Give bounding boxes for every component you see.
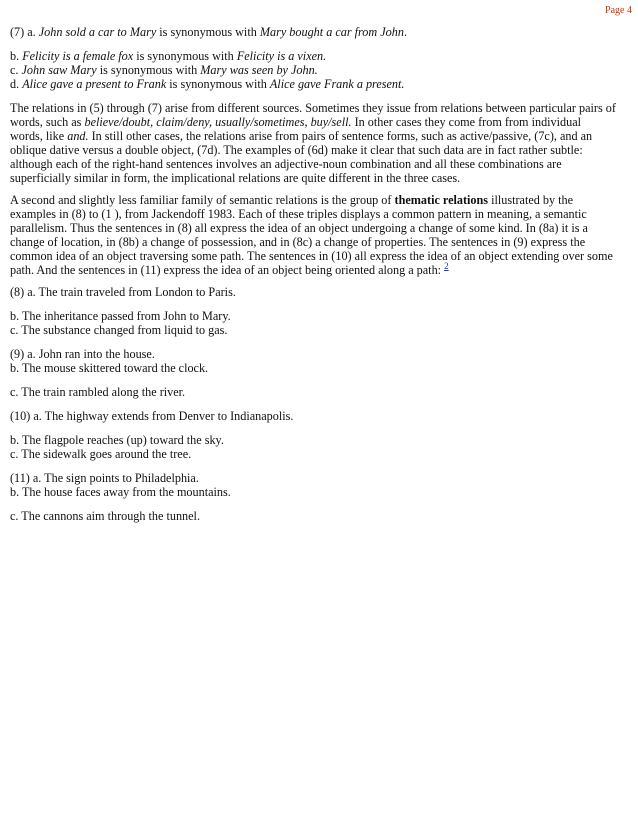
text-line: oblique dative versus a double object, (7d). The examples of (6d) make it clear that such data are in fact rather subtle:	[10, 143, 583, 157]
text-span: A second and slightly less familiar family of semantic relations is the group of	[10, 193, 395, 207]
example-line: b. The flagpole reaches (up) toward the sky.	[10, 433, 224, 447]
example-label: c.	[10, 63, 22, 77]
example-7a	[10, 25, 630, 39]
text-span: In other cases they come from from individual	[351, 115, 582, 129]
connector-text: is synonymous with	[166, 77, 270, 91]
connector-text: is synonymous with	[156, 25, 260, 39]
example-8bc	[10, 309, 630, 337]
italic-sentence: John saw Mary	[21, 63, 97, 77]
italic-sentence: Felicity is a female fox	[22, 49, 134, 63]
example-line: (9) a. John ran into the house.	[10, 347, 155, 361]
italic-span: believe/doubt, claim/deny, usually/sometimes, buy/sell.	[84, 115, 352, 129]
example-line: (11) a. The sign points to Philadelphia.	[10, 471, 199, 485]
paragraph-thematic-relations	[10, 193, 630, 277]
text-span: words, like	[10, 129, 68, 143]
text-line	[10, 193, 630, 207]
page-content	[10, 25, 630, 533]
text-span: In still other cases, the relations arise from pairs of sentence forms, such as active/passive, (7c), and an	[88, 129, 593, 143]
example-10bc	[10, 433, 630, 461]
example-line	[10, 77, 630, 91]
example-line: c. The sidewalk goes around the tree.	[10, 447, 192, 461]
italic-sentence: Felicity is a vixen.	[236, 49, 327, 63]
italic-sentence: Mary bought a car from John	[259, 25, 404, 39]
italic-sentence: Alice gave Frank a present.	[269, 77, 405, 91]
example-label: (7) a.	[10, 25, 39, 39]
text-line	[10, 115, 630, 129]
text-line	[10, 260, 630, 277]
text-span: illustrated by the	[488, 193, 574, 207]
text-line	[10, 129, 630, 143]
italic-sentence: John sold a car to Mary	[38, 25, 157, 39]
text-line: change of location, in (8b) a change of possession, and in (8c) a change of properties. The sentences in (9) express the	[10, 235, 586, 249]
example-line: c. The substance changed from liquid to gas.	[10, 323, 228, 337]
text-line: parallelism. Thus the sentences in (8) all express the idea of an object undergoing a change of some kind. In (8a) it is a	[10, 221, 588, 235]
example-line: (10) a. The highway extends from Denver to Indianapolis.	[10, 409, 294, 423]
text-line: common idea of an object traversing some path. The sentences in (10) all express the idea of an object extending over some	[10, 249, 613, 263]
example-line: b. The house faces away from the mountains.	[10, 485, 231, 499]
example-line: b. The mouse skittered toward the clock.	[10, 361, 209, 375]
italic-span: and.	[67, 129, 89, 143]
text-span: path. And the sentences in (11) express the idea of an object being oriented along a path:	[10, 263, 445, 277]
example-line: (8) a. The train traveled from London to Paris.	[10, 285, 236, 299]
italic-sentence: Alice gave a present to Frank	[22, 77, 167, 91]
example-11ab	[10, 471, 630, 499]
footnote-link[interactable]: 2	[444, 260, 449, 271]
example-line	[10, 49, 630, 63]
paragraph-relations-sources	[10, 101, 630, 185]
text-line: The relations in (5) through (7) arise from different sources. Sometimes they issue from relations between particular pairs of	[10, 101, 616, 115]
example-line: b. The inheritance passed from John to Mary.	[10, 309, 231, 323]
example-line: c. The cannons aim through the tunnel.	[10, 509, 200, 523]
page-number: Page 4	[605, 5, 632, 16]
example-line: c. The train rambled along the river.	[10, 385, 186, 399]
example-7bcd	[10, 49, 630, 91]
example-9ab	[10, 347, 630, 375]
text-span: words, such as	[10, 115, 85, 129]
example-label: b.	[10, 49, 23, 63]
bold-term: thematic relations	[394, 193, 489, 207]
text-line: examples in (8) to (1 ), from Jackendoff 1983. Each of these triples displays a common pattern in meaning, a semantic	[10, 207, 587, 221]
example-8a	[10, 285, 630, 299]
italic-sentence: Mary was seen by John.	[200, 63, 318, 77]
connector-text: is synonymous with	[133, 49, 237, 63]
text-line: although each of the right-hand sentences involves an adjective-noun combination and all these combinations are	[10, 157, 562, 171]
example-10a	[10, 409, 630, 423]
example-9c	[10, 385, 630, 399]
text-line: superficially similar in form, the implicational relations are quite different in the three cases.	[10, 171, 461, 185]
punctuation: .	[403, 25, 407, 39]
example-line	[10, 25, 630, 39]
example-label: d.	[10, 77, 23, 91]
example-line	[10, 63, 630, 77]
example-11c	[10, 509, 630, 523]
connector-text: is synonymous with	[96, 63, 201, 77]
